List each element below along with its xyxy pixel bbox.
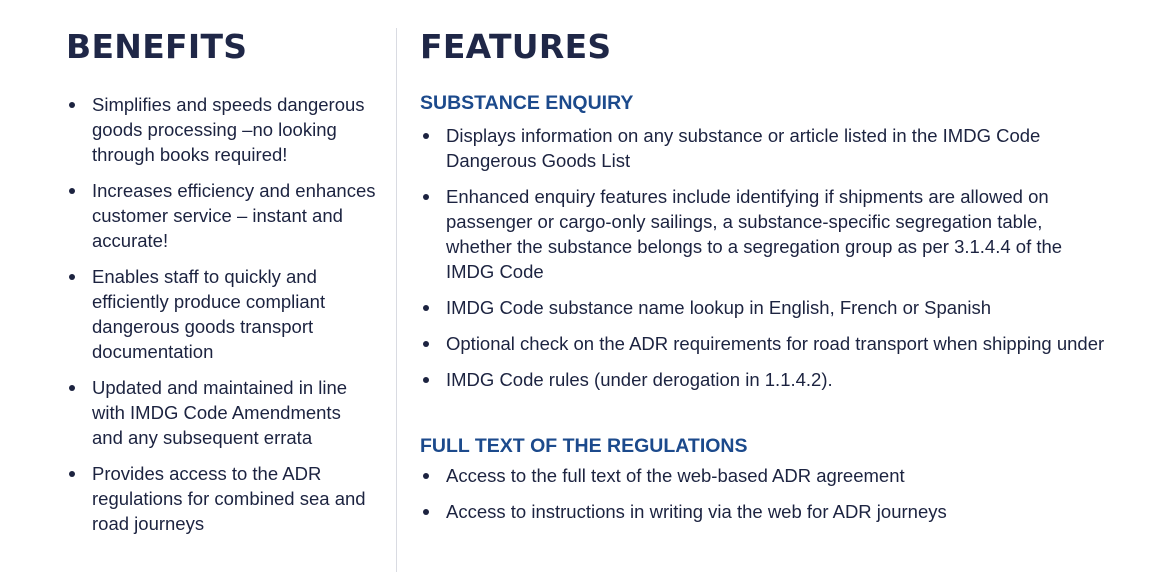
full-text-regulations-heading: FULL TEXT OF THE REGULATIONS [420, 435, 748, 457]
benefit-text: Updated and maintained in line with IMDG Code Amendments and any subsequent errata [92, 377, 348, 448]
bullet-icon [423, 194, 429, 200]
bullet-icon [423, 341, 429, 347]
benefits-column [66, 26, 376, 547]
bullet-icon [423, 305, 429, 311]
bullet-icon [69, 188, 75, 194]
feature-text: Displays information on any substance or article listed in the IMDG Code Dangerous Goods List [446, 125, 1041, 171]
column-divider [396, 28, 397, 572]
feature-text: IMDG Code rules (under derogation in 1.1.4.2). [446, 369, 833, 390]
bullet-icon [423, 133, 429, 139]
benefit-item [66, 461, 376, 536]
benefits-title: BENEFITS [66, 27, 248, 66]
feature-item [420, 331, 1110, 356]
feature-text: IMDG Code substance name lookup in English, French or Spanish [446, 297, 992, 318]
feature-item [420, 123, 1110, 173]
substance-enquiry-heading: SUBSTANCE ENQUIRY [420, 92, 634, 114]
bullet-icon [423, 473, 429, 479]
feature-text: Access to the full text of the web-based ADR agreement [446, 465, 905, 486]
benefit-item [66, 92, 376, 167]
feature-text: Enhanced enquiry features include identifying if shipments are allowed on passenger or cargo-only sailings, a substance-specific segregation table, whether the substance belongs to a segregation group as per 3.1.4.4 of the IMDG Code [446, 186, 1063, 282]
benefit-text: Simplifies and speeds dangerous goods processing –no looking through books required! [92, 94, 365, 165]
benefit-item [66, 375, 376, 450]
feature-item [420, 463, 1110, 488]
feature-item [420, 499, 1110, 524]
benefit-text: Enables staff to quickly and efficiently produce compliant dangerous goods transport documentation [92, 266, 326, 362]
feature-text: Optional check on the ADR requirements for road transport when shipping under [446, 333, 1105, 354]
benefit-item [66, 264, 376, 364]
substance-enquiry-list [420, 123, 1110, 392]
benefits-list [66, 92, 376, 536]
benefit-text: Provides access to the ADR regulations for combined sea and road journeys [92, 463, 366, 534]
feature-item [420, 367, 1110, 392]
features-title: FEATURES [420, 27, 612, 66]
feature-item [420, 184, 1110, 284]
bullet-icon [69, 385, 75, 391]
bullet-icon [423, 377, 429, 383]
bullet-icon [69, 471, 75, 477]
bullet-icon [69, 102, 75, 108]
features-column [420, 26, 1110, 535]
bullet-icon [423, 509, 429, 515]
feature-text: Access to instructions in writing via the web for ADR journeys [446, 501, 947, 522]
benefit-text: Increases efficiency and enhances customer service – instant and accurate! [92, 180, 376, 251]
bullet-icon [69, 274, 75, 280]
benefit-item [66, 178, 376, 253]
full-text-regulations-list [420, 463, 1110, 524]
feature-item [420, 295, 1110, 320]
